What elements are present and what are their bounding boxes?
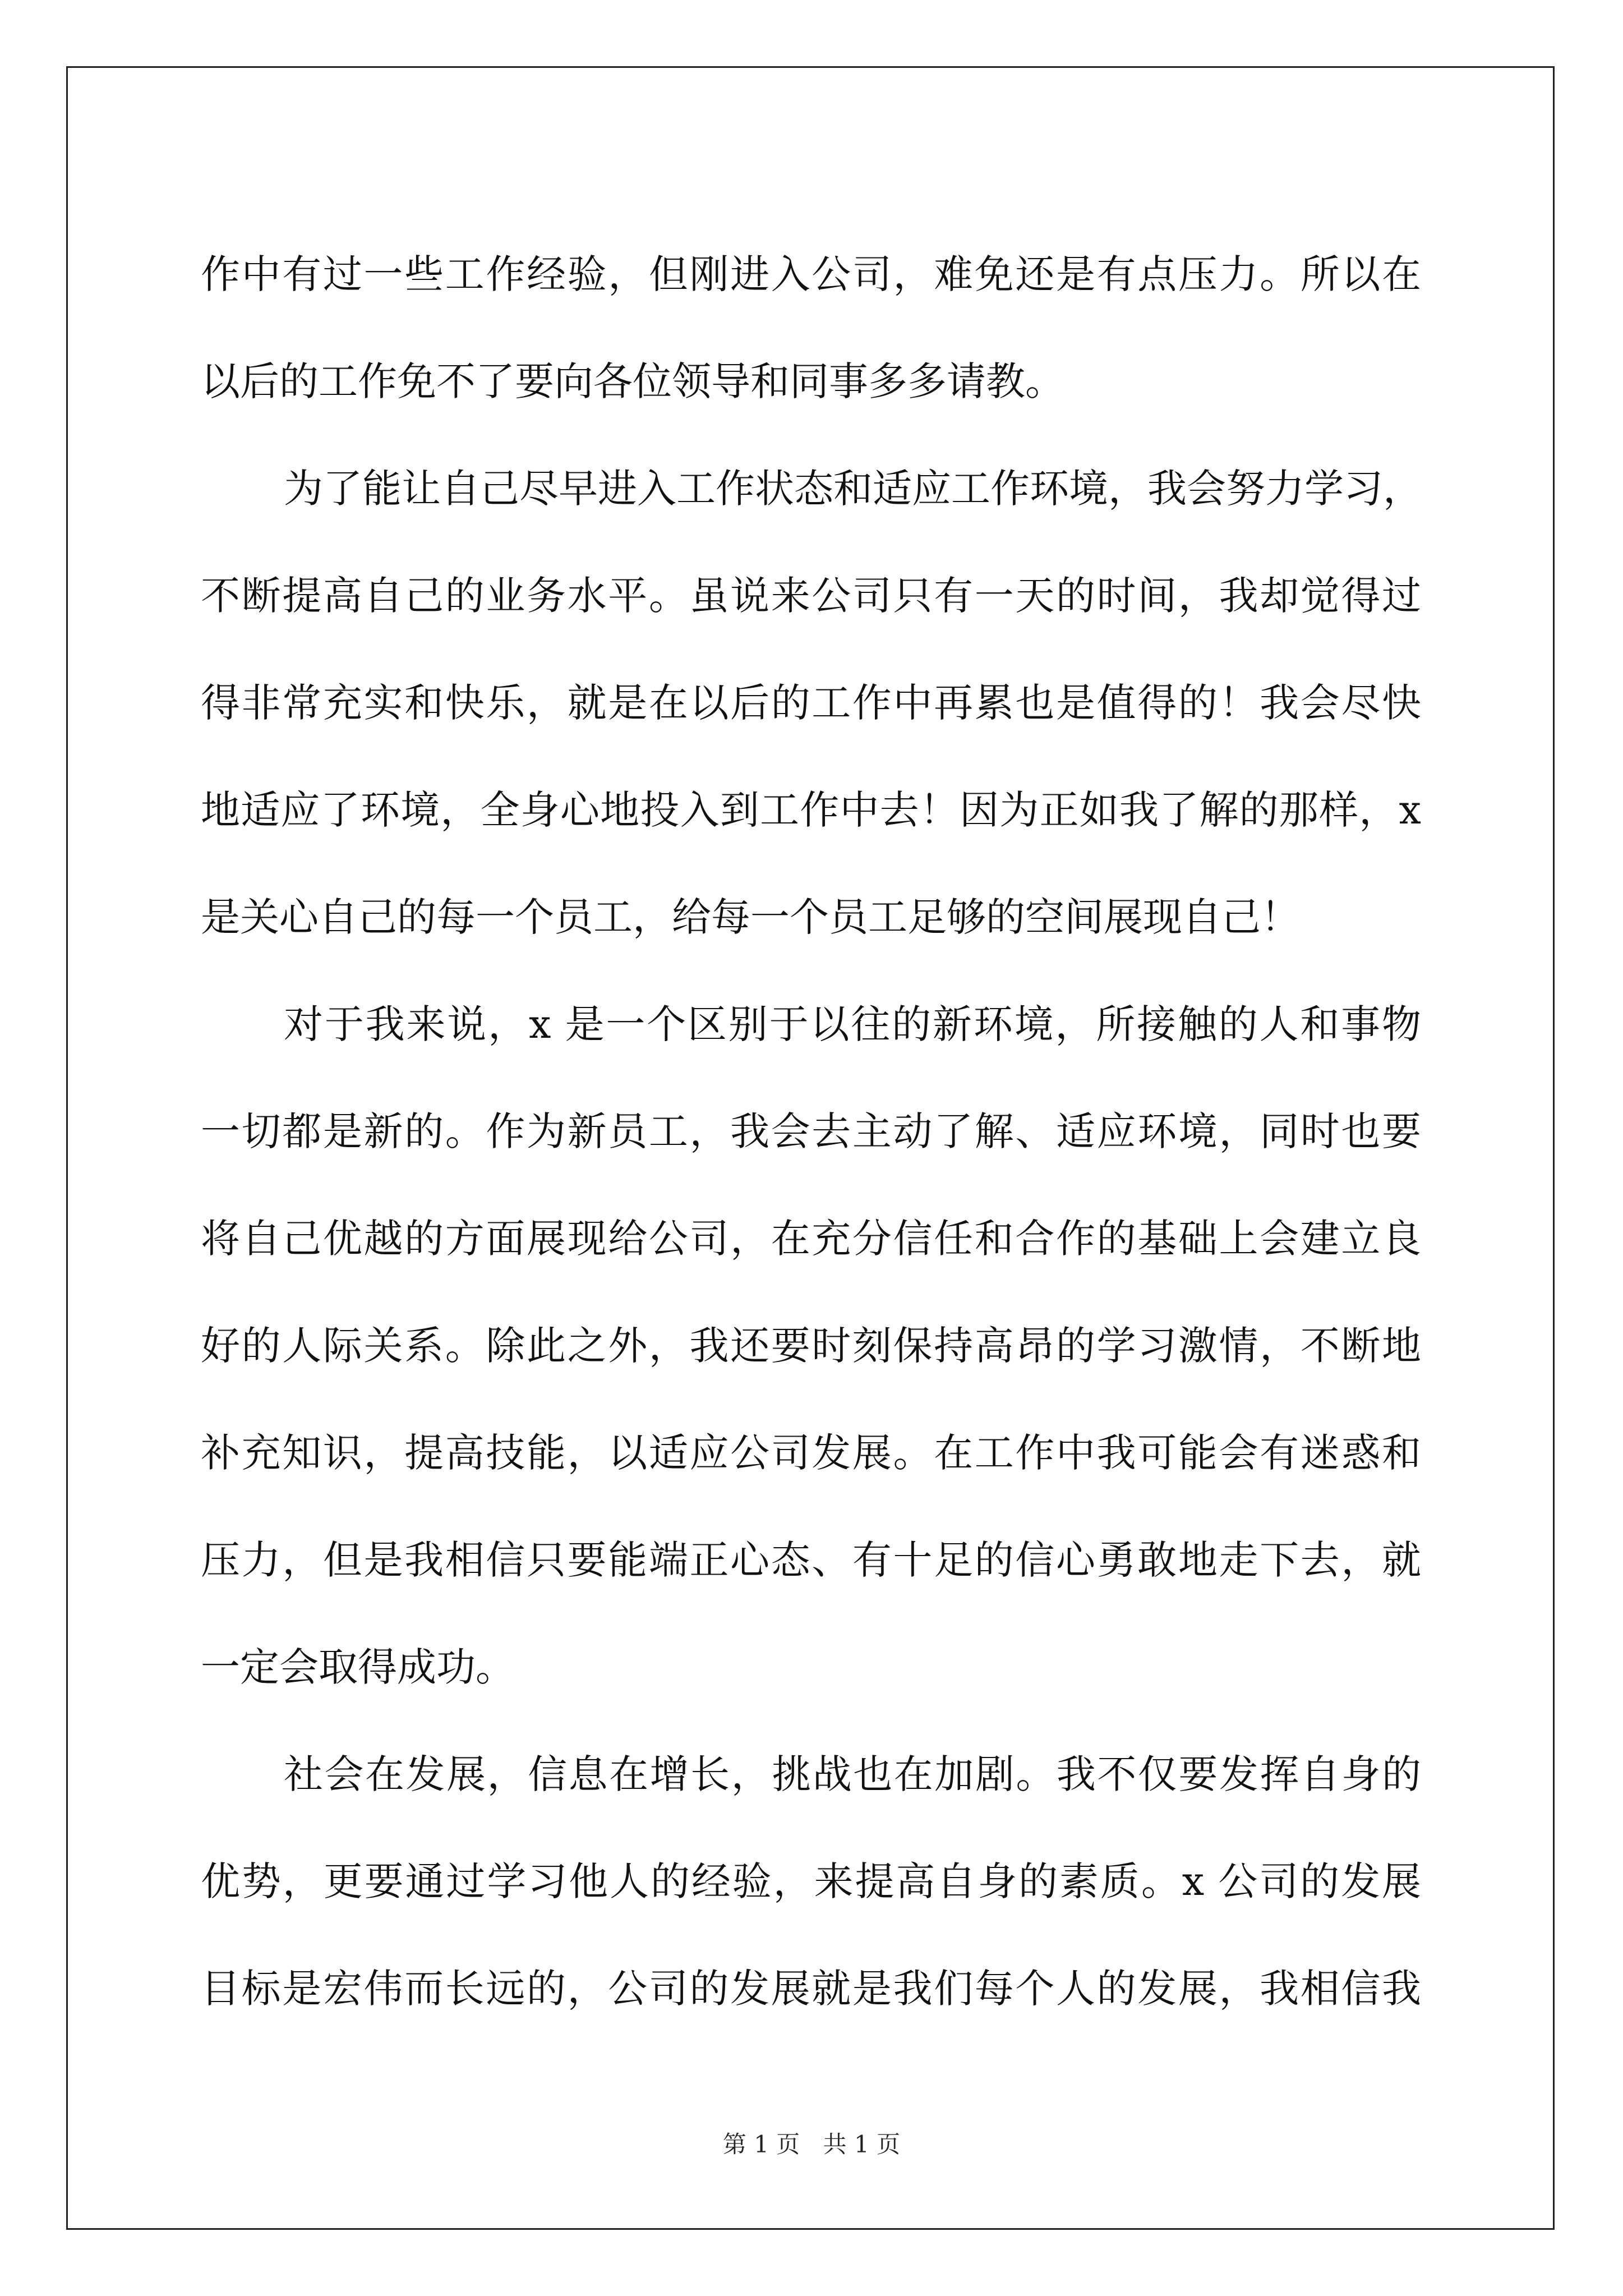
text-line: 好的人际关系。除此之外，我还要时刻保持高昂的学习激情，不断地 (201, 1323, 1421, 1369)
text-line: 对于我来说，x 是一个区别于以往的新环境，所接触的人和事物 (284, 1001, 1421, 1047)
text-line: 得非常充实和快乐，就是在以后的工作中再累也是值得的！我会尽快 (201, 680, 1421, 726)
document-body (201, 221, 1421, 2042)
text-line: 优势，更要通过学习他人的经验，来提高自身的素质。x 公司的发展 (201, 1858, 1421, 1904)
text-line: 不断提高自己的业务水平。虽说来公司只有一天的时间，我却觉得过 (201, 573, 1421, 619)
text-line: 一切都是新的。作为新员工，我会去主动了解、适应环境，同时也要 (201, 1108, 1421, 1154)
text-line: 为了能让自己尽早进入工作状态和适应工作环境，我会努力学习， (284, 466, 1422, 512)
page-footer (0, 2126, 1623, 2160)
text-line: 地适应了环境，全身心地投入到工作中去！因为正如我了解的那样，x (201, 787, 1421, 833)
page-total: 共 1 页 (823, 2131, 901, 2158)
text-line: 补充知识，提高技能，以适应公司发展。在工作中我可能会有迷惑和 (201, 1430, 1421, 1476)
text-line: 一定会取得成功。 (201, 1644, 515, 1690)
text-line: 将自己优越的方面展现给公司，在充分信任和合作的基础上会建立良 (201, 1216, 1421, 1262)
text-line: 压力，但是我相信只要能端正心态、有十足的信心勇敢地走下去，就 (201, 1537, 1421, 1583)
text-line: 以后的工作免不了要向各位领导和同事多多请教。 (201, 358, 1064, 404)
text-line: 作中有过一些工作经验，但刚进入公司，难免还是有点压力。所以在 (201, 251, 1421, 297)
page-number: 第 1 页 (722, 2131, 800, 2158)
text-line: 是关心自己的每一个员工，给每一个员工足够的空间展现自己！ (201, 894, 1300, 940)
text-line: 社会在发展，信息在增长，挑战也在加剧。我不仅要发挥自身的 (284, 1751, 1421, 1797)
text-line: 目标是宏伟而长远的，公司的发展就是我们每个人的发展，我相信我 (201, 1966, 1421, 2012)
